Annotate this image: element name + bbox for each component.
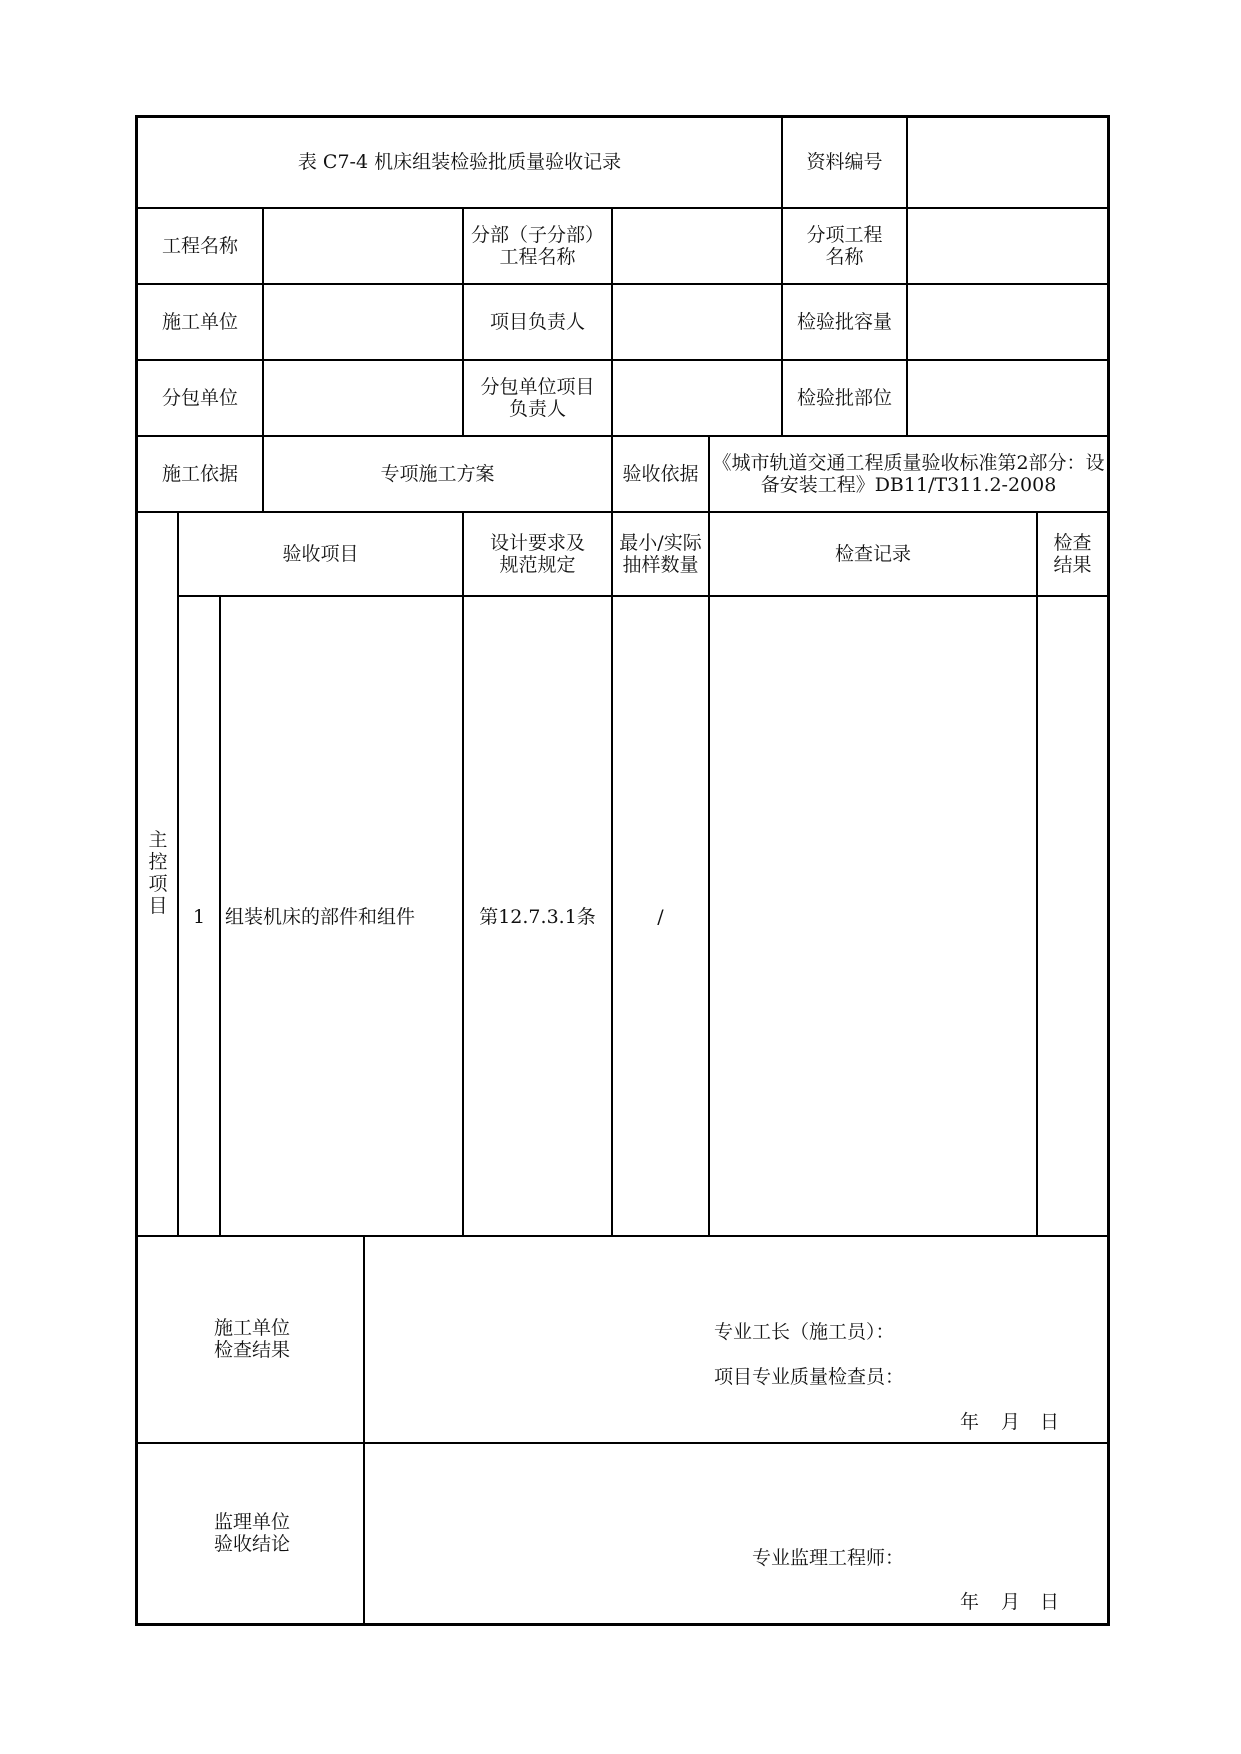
contractor-date-day: 日 xyxy=(1040,1411,1060,1433)
supervising-engineer-signature-label: 专业监理工程师： xyxy=(752,1547,905,1569)
contractor-check-label xyxy=(214,1317,334,1361)
archive-no-label: 资料编号 xyxy=(806,151,883,173)
batch-location-label: 检验批部位 xyxy=(796,387,892,409)
subcontractor-field[interactable] xyxy=(264,361,462,435)
row-divider xyxy=(135,1235,1110,1237)
sub-manager-label xyxy=(464,376,611,420)
supervisor-check-label-line2: 验收结论 xyxy=(214,1533,291,1555)
acceptance-basis-value xyxy=(710,452,1107,496)
sub-manager-label-line2: 负责人 xyxy=(508,398,566,420)
contractor-date-month: 月 xyxy=(1001,1411,1021,1433)
header-record: 检查记录 xyxy=(834,543,911,565)
header-sample xyxy=(613,532,708,576)
col-divider xyxy=(219,595,221,1237)
row-number: 1 xyxy=(192,906,206,928)
header-design xyxy=(464,532,611,576)
contractor-label: 施工单位 xyxy=(161,311,238,333)
header-design-line2: 规范规定 xyxy=(499,554,576,576)
header-item: 验收项目 xyxy=(282,543,359,565)
contractor-check-label-line2: 检查结果 xyxy=(214,1339,291,1361)
project-name-label: 工程名称 xyxy=(161,235,238,257)
header-design-line1: 设计要求及 xyxy=(489,532,585,554)
row-clause: 第12.7.3.1条 xyxy=(479,906,596,928)
division-label-line2: 工程名称 xyxy=(499,246,576,268)
division-field[interactable] xyxy=(613,209,781,283)
archive-no-field[interactable] xyxy=(908,118,1107,207)
header-sample-line1: 最小/实际 xyxy=(619,532,702,554)
row-divider xyxy=(135,1442,1110,1444)
subitem-field[interactable] xyxy=(908,209,1107,283)
col-divider xyxy=(363,1235,365,1626)
col-divider xyxy=(177,511,179,1237)
batch-capacity-label: 检验批容量 xyxy=(796,311,892,333)
quality-inspector-signature-label: 项目专业质量检查员： xyxy=(714,1366,905,1388)
construction-basis-value: 专项施工方案 xyxy=(380,463,495,485)
acceptance-basis-line1: 《城市轨道交通工程质量验收标准第2部分：设 xyxy=(712,452,1105,474)
subitem-label-line2: 名称 xyxy=(825,246,864,268)
row-divider xyxy=(135,511,1110,513)
col-divider xyxy=(462,511,464,1237)
contractor-date-year: 年 xyxy=(960,1411,980,1433)
header-sample-line2: 抽样数量 xyxy=(622,554,699,576)
batch-capacity-field[interactable] xyxy=(908,285,1107,359)
supervisor-date-year: 年 xyxy=(960,1591,980,1613)
subitem-label-line1: 分项工程 xyxy=(806,224,883,246)
division-label-line1: 分部（子分部） xyxy=(470,224,604,246)
row-sample: / xyxy=(657,906,664,928)
sub-manager-field[interactable] xyxy=(613,361,781,435)
construction-basis-label: 施工依据 xyxy=(161,463,238,485)
row-item: 组装机床的部件和组件 xyxy=(225,906,416,928)
subcontractor-label: 分包单位 xyxy=(161,387,238,409)
supervisor-check-label xyxy=(214,1511,334,1555)
supervisor-date-day: 日 xyxy=(1040,1591,1060,1613)
contractor-check-label-line1: 施工单位 xyxy=(214,1317,291,1339)
batch-location-field[interactable] xyxy=(908,361,1107,435)
header-result-line2: 结果 xyxy=(1053,554,1092,576)
project-manager-field[interactable] xyxy=(613,285,781,359)
supervisor-check-label-line1: 监理单位 xyxy=(214,1511,291,1533)
foreman-signature-label: 专业工长（施工员）： xyxy=(714,1321,895,1343)
header-result-line1: 检查 xyxy=(1053,532,1092,554)
contractor-field[interactable] xyxy=(264,285,462,359)
form-title: 表 C7-4 机床组装检验批质量验收记录 xyxy=(297,151,622,173)
division-label xyxy=(464,224,611,268)
border-bottom xyxy=(135,1623,1110,1626)
row-record-field[interactable] xyxy=(710,597,1036,1235)
border-right xyxy=(1107,115,1110,1626)
project-name-field[interactable] xyxy=(264,209,462,283)
row-divider xyxy=(135,435,1110,437)
header-result xyxy=(1038,532,1107,576)
border-left xyxy=(135,115,138,1626)
acceptance-basis-label: 验收依据 xyxy=(622,463,699,485)
supervisor-date-month: 月 xyxy=(1001,1591,1021,1613)
project-manager-label: 项目负责人 xyxy=(489,311,585,333)
subitem-label xyxy=(783,224,906,268)
row-result-field[interactable] xyxy=(1038,597,1107,1235)
sub-manager-label-line1: 分包单位项目 xyxy=(480,376,595,398)
col-divider xyxy=(611,511,613,1237)
section-label-main-control: 主控项目 xyxy=(148,829,168,917)
acceptance-basis-line2: 备安装工程》DB11/T311.2-2008 xyxy=(760,474,1057,496)
